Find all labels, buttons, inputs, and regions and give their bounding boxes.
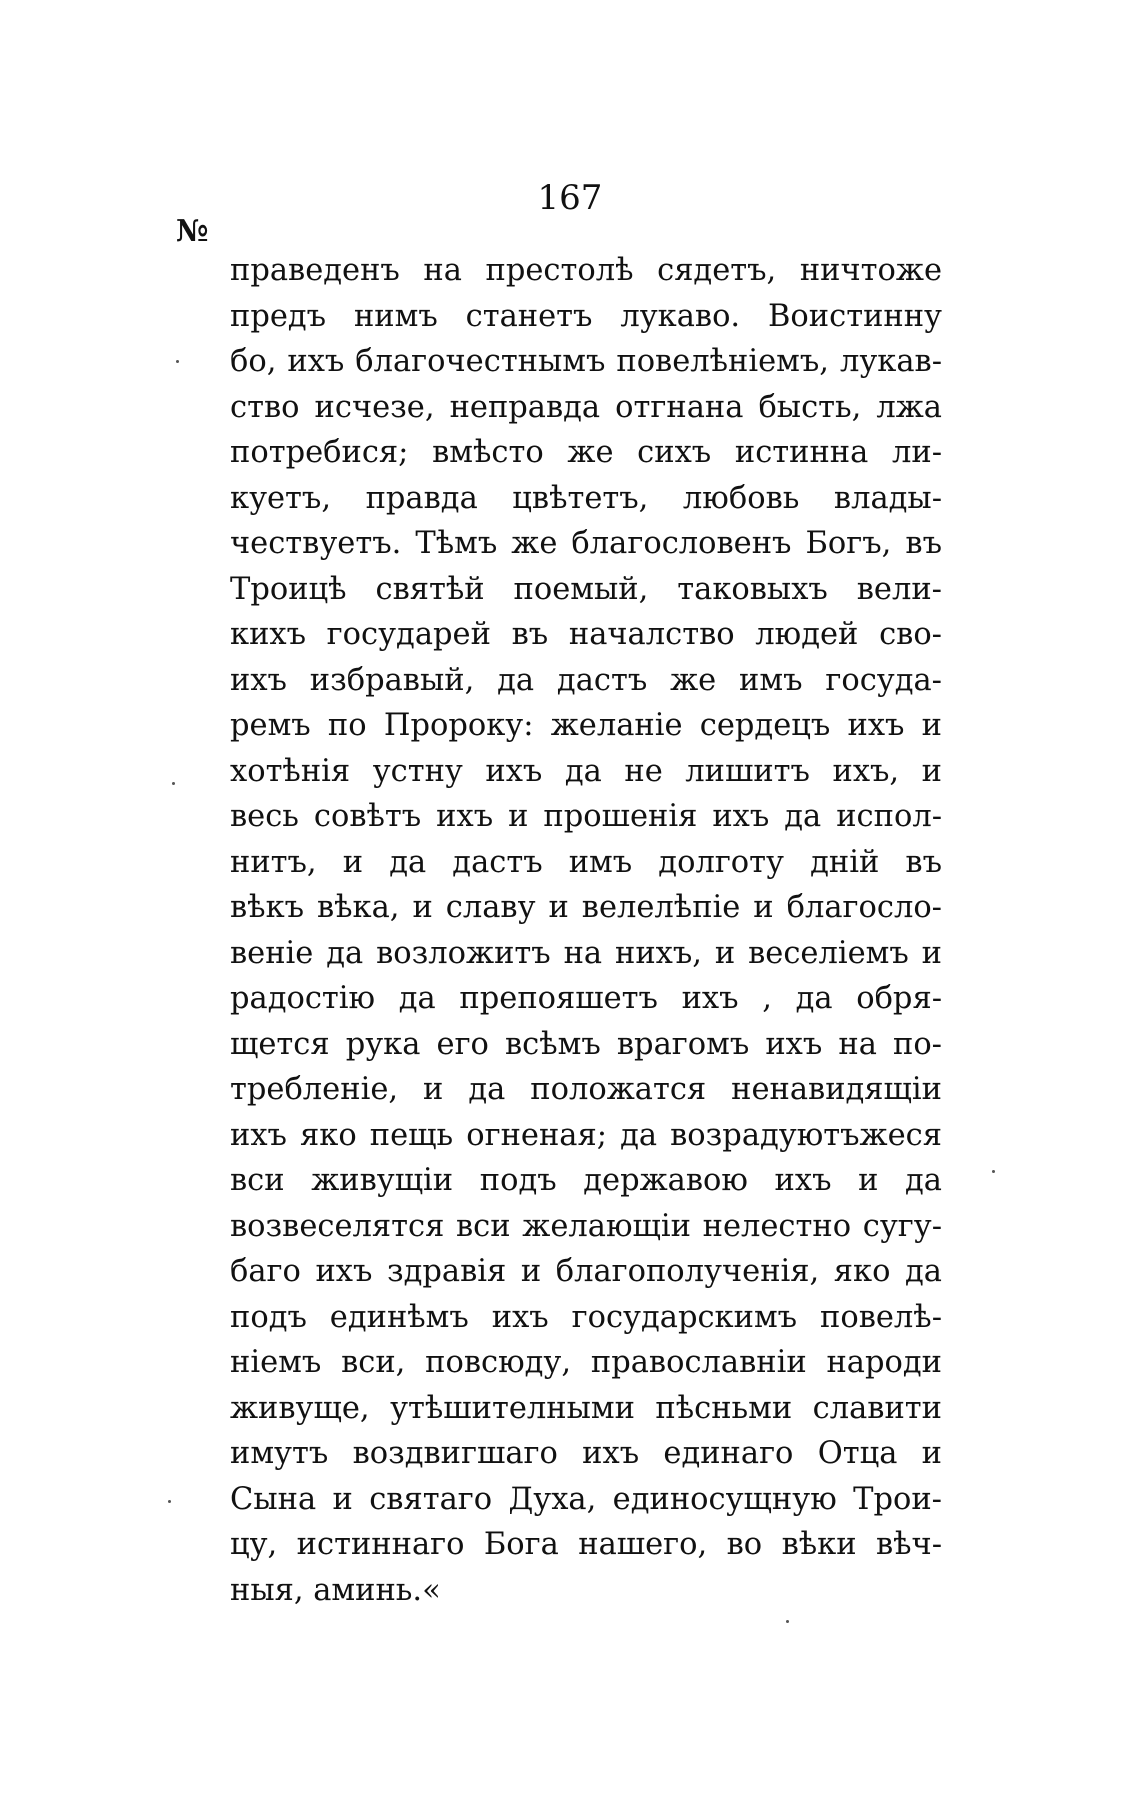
body-text [230,248,942,1613]
text-line: хотѣнія устну ихъ да не лишитъ ихъ, и [230,753,942,789]
text-line: весь совѣтъ ихъ и прошенія ихъ да испол- [230,799,942,834]
text-line: цу, истиннаго Бога нашего, во вѣки вѣч- [230,1527,942,1562]
text-line: веніе да возложитъ на нихъ, и веселіемъ и [230,935,942,971]
text-line: ніемъ вси, повсюду, православніи народи [230,1345,942,1380]
text-line: щется рука его всѣмъ врагомъ ихъ на по- [230,1026,942,1062]
text-line: вѣкъ вѣка, и славу и велелѣпіе и благосло- [230,890,942,925]
text-line: ремъ по Пророку: желаніе сердецъ ихъ и [230,708,942,743]
text-line: имутъ воздвигшаго ихъ единаго Отца и [230,1436,942,1471]
text-line: предъ нимъ станетъ лукаво. Воистинну [230,298,942,334]
text-line: Троицѣ святѣй поемый, таковыхъ вели- [230,571,942,607]
text-line: возвеселятся вси желающіи нелестно сугу- [230,1208,942,1244]
text-line: ство исчезе, неправда отгнана бысть, лжа [230,389,942,425]
text-line: кихъ государей въ началство людей сво- [230,617,942,652]
text-line: куетъ, правда цвѣтетъ, любовь влады- [230,480,942,516]
text-line: живуще, утѣшителными пѣсньми славити [230,1390,942,1426]
scan-speck [172,782,175,785]
text-line: подъ единѣмъ ихъ государскимъ повелѣ- [230,1299,942,1335]
scan-speck [168,1500,171,1503]
text-line: требленіе, и да положатся ненавидящіи [230,1072,942,1107]
text-line: бо, ихъ благочестнымъ повелѣніемъ, лукав- [230,344,942,379]
text-line: Сына и святаго Духа, единосущную Трои- [230,1481,942,1517]
scan-speck [786,1620,789,1623]
scan-speck [992,1170,995,1173]
scan-speck [176,360,179,363]
page-number: 167 [537,178,603,218]
text-line: нитъ, и да дастъ имъ долготу днiй въ [230,844,942,880]
text-line: ихъ избравый, да дастъ же имъ госуда- [230,662,942,698]
text-line: баго ихъ здравія и благополученія, яко да [230,1254,942,1289]
text-line: вси живущіи подъ державою ихъ и да [230,1163,942,1198]
text-line: чествуетъ. Тѣмъ же благословенъ Богъ, въ [230,526,942,561]
text-line: потребися; вмѣсто же сихъ истинна ли- [230,435,942,470]
text-line: радостію да препояшетъ ихъ , да обря- [230,981,942,1016]
text-line: праведенъ на престолѣ сядетъ, ничтоже [230,253,942,288]
text-line: ихъ яко пещь огненая; да возрадуютъжеся [230,1117,942,1153]
text-line: ныя, аминь.« [230,1572,441,1608]
signature-mark: № [176,214,209,249]
